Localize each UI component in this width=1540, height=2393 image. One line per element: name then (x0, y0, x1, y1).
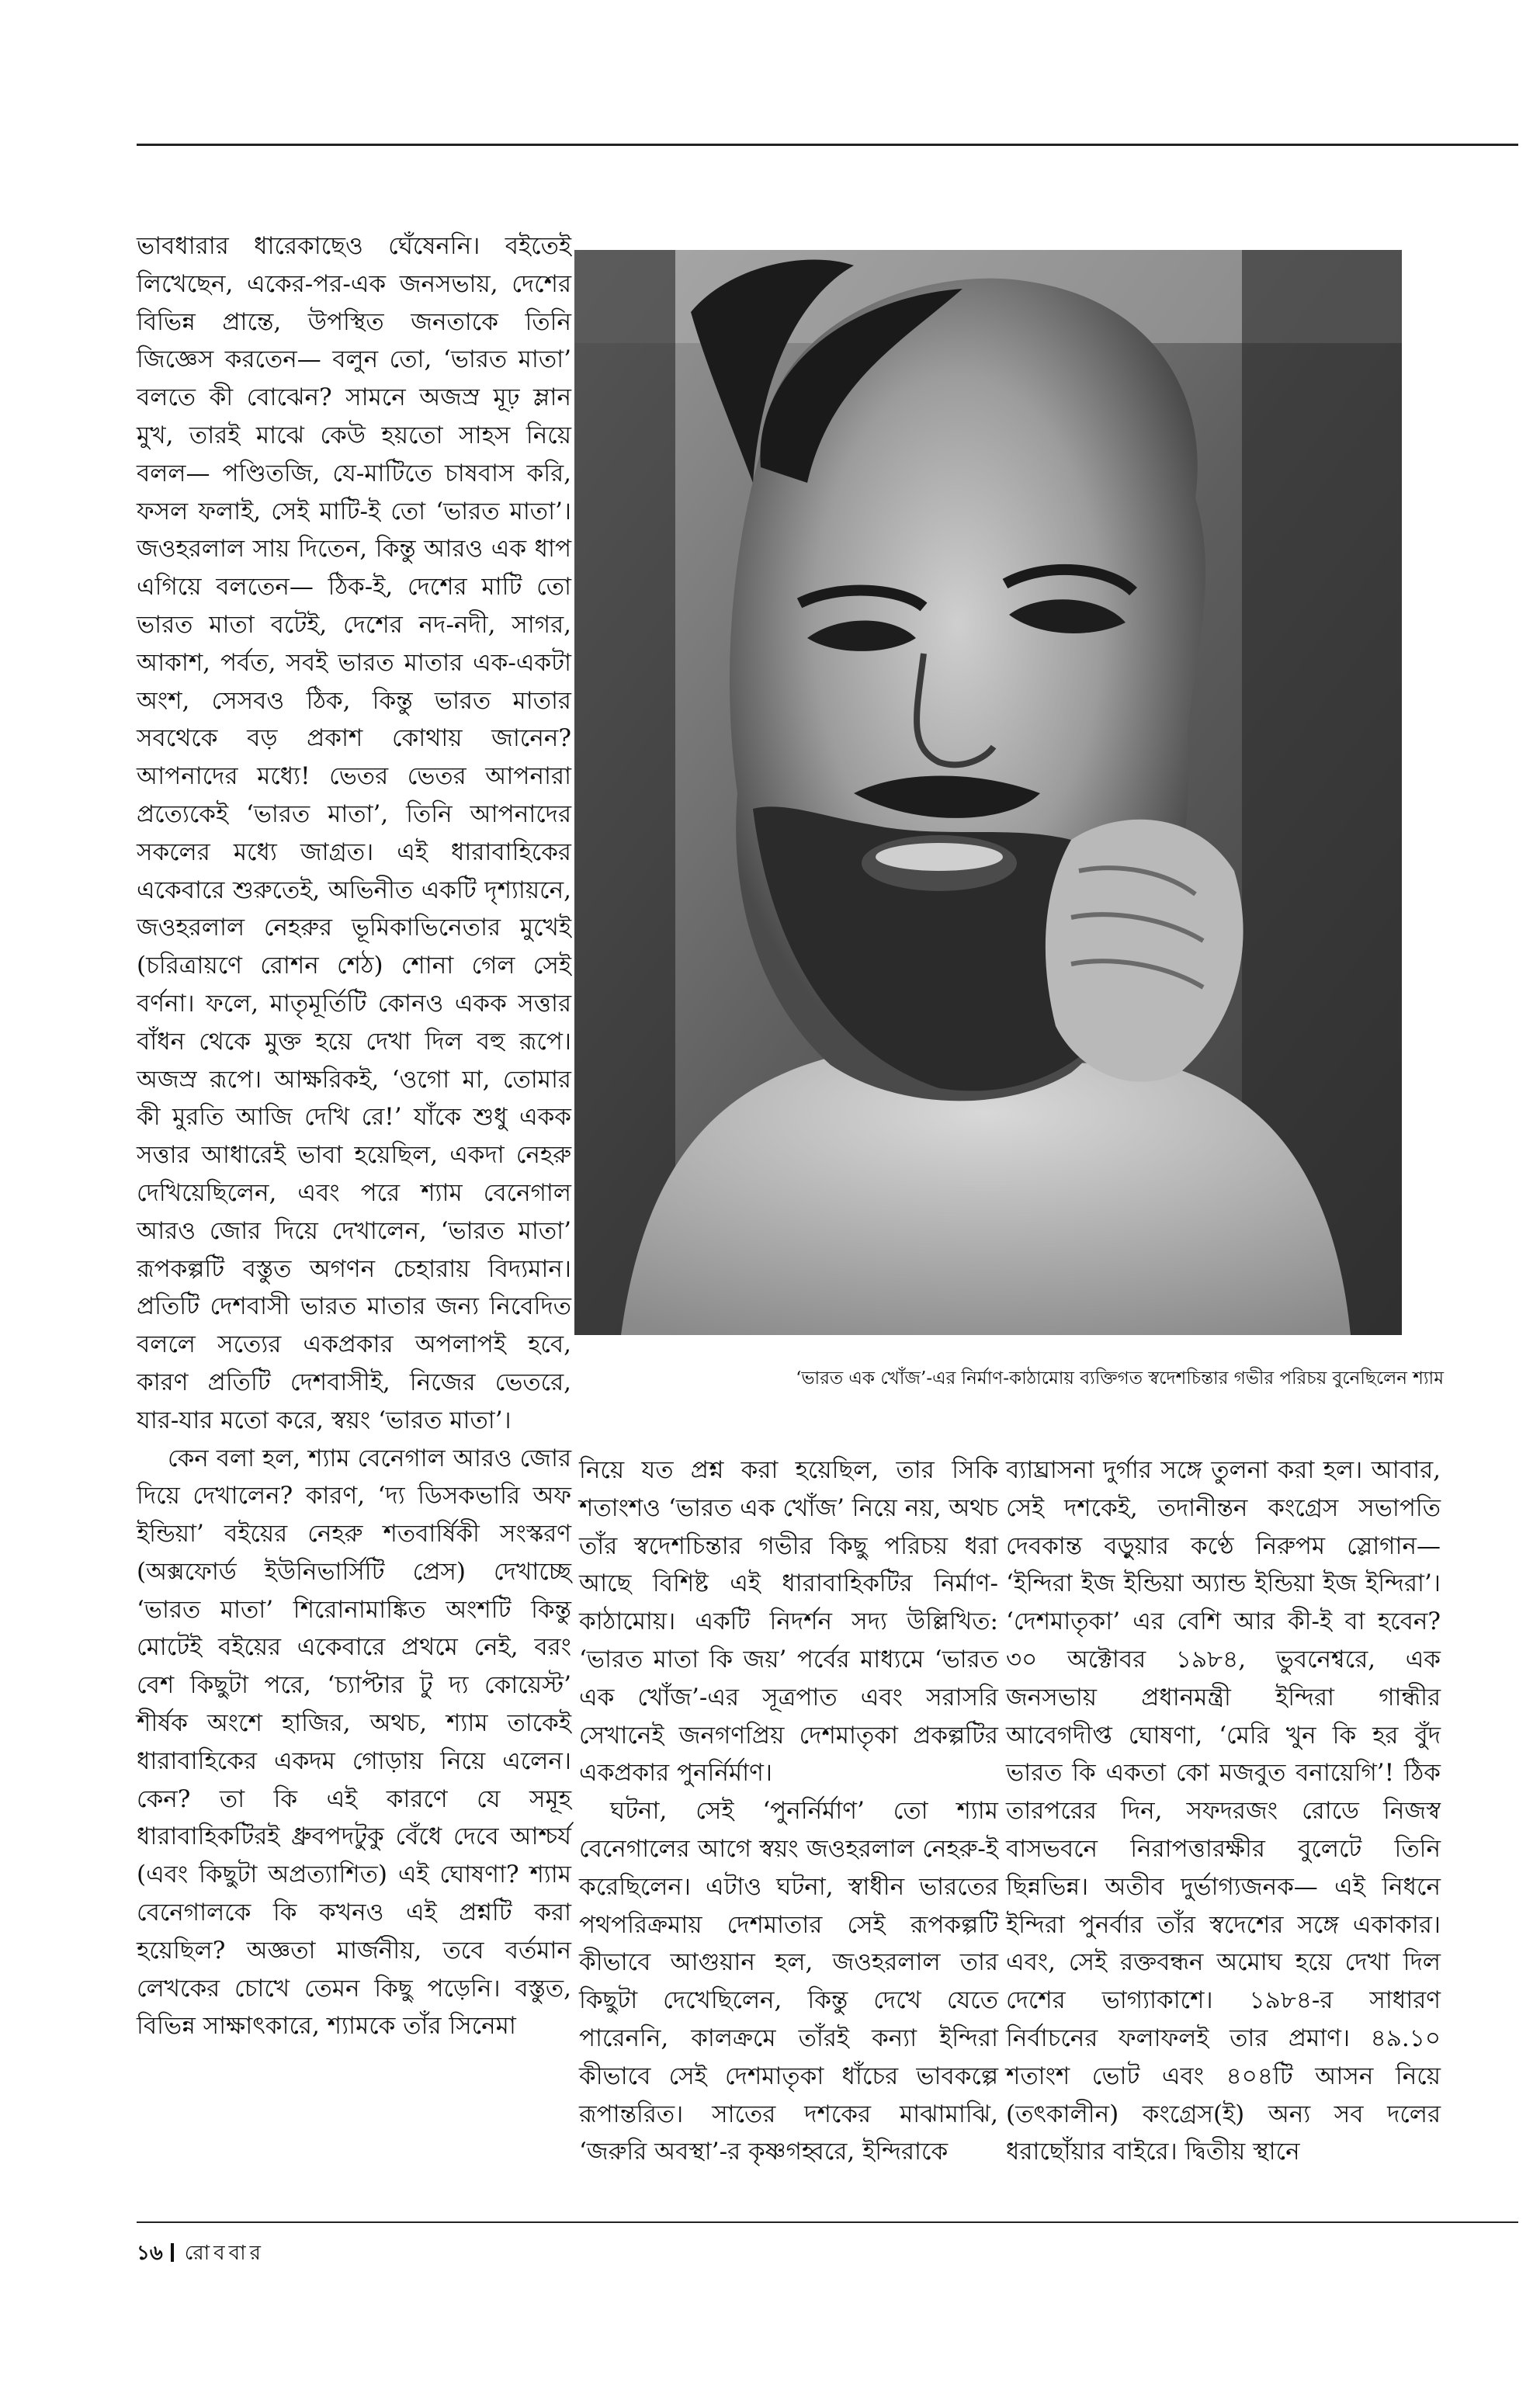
publication-name: রোববার (184, 2242, 265, 2265)
page-footer (137, 2240, 265, 2266)
article-column-left (137, 227, 571, 2045)
photo-caption: ‘ভারত এক খোঁজ’-এর নির্মাণ-কাঠামোয় ব্যক্তিগত স্বদেশচিন্তার গভীর পরিচয় বুনেছিলেন শ্যাম (796, 1368, 1444, 1389)
article-paragraph: ব্যাঘ্রাসনা দুর্গার সঙ্গে তুলনা করা হল। আবার, সেই দশকেই, তদানীন্তন কংগ্রেস সভাপতি দেবকান্ত বড়ুয়ার কণ্ঠে নিরুপম স্লোগান— ‘ইন্দিরা ইজ ইন্ডিয়া অ্যান্ড ইন্ডিয়া ইজ ইন্দিরা’। ‘দেশমাতৃকা’ এর বেশি আর কী-ই বা হবেন? ৩০ অক্টোবর ১৯৮৪, ভুবনেশ্বরে, এক জনসভায় প্রধানমন্ত্রী ইন্দিরা গান্ধীর আবেগদীপ্ত ঘোষণা, ‘মেরি খুন কি হর বুঁদ ভারত কি একতা কো মজবুত বনায়েগি’! ঠিক তারপরের দিন, সফদরজং রোডে নিজস্ব বাসভবনে নিরাপত্তারক্ষীর বুলেটে তিনি ছিন্নভিন্ন। অতীব দুর্ভাগ্যজনক— এই নিধনে ইন্দিরা পুনর্বার তাঁর স্বদেশের সঙ্গে একাকার। এবং, সেই রক্তবন্ধন অমোঘ হয়ে দেখা দিল দেশের ভাগ্যাকাশে। ১৯৮৪-র সাধারণ নির্বাচনের ফলাফলই তার প্রমাণ। ৪৯.১০ শতাংশ ভোট এবং ৪০৪টি আসন নিয়ে (তৎকালীন) কংগ্রেস(ই) অন্য সব দলের ধরাছোঁয়ার বাইরে। দ্বিতীয় স্থানে (1006, 1456, 1441, 2166)
portrait-photo (574, 250, 1402, 1335)
footer-rule (137, 2221, 1518, 2223)
article-paragraph: ঘটনা, সেই ‘পুনর্নির্মাণ’ তো শ্যাম বেনেগালের আগে স্বয়ং জওহরলাল নেহরু-ই করেছিলেন। এটাও ঘটনা, স্বাধীন ভারতের পথপরিক্রমায় দেশমাতার সেই রূপকল্পটি কীভাবে আগুয়ান হল, জওহরলাল তার কিছুটা দেখেছিলেন, কিন্তু দেখে যেতে পারেননি, কালক্রমে তাঁরই কন্যা ইন্দিরা কীভাবে সেই দেশমাতৃকা ধাঁচের ভাবকল্পে রূপান্তরিত। সাতের দশকের মাঝামাঝি, ‘জরুরি অবস্থা’-র কৃষ্ণগহ্বরে, ইন্দিরাকে (579, 1797, 998, 2166)
footer-separator (171, 2243, 174, 2262)
article-column-middle (579, 1451, 998, 2171)
article-paragraph: ভাবধারার ধারেকাছেও ঘেঁষেননি। বইতেই লিখেছেন, একের-পর-এক জনসভায়, দেশের বিভিন্ন প্রান্তে, উপস্থিত জনতাকে তিনি জিজ্ঞেস করতেন— বলুন তো, ‘ভারত মাতা’ বলতে কী বোঝেন? সামনে অজস্র মূঢ় ম্লান মুখ, তারই মাঝে কেউ হয়তো সাহস নিয়ে বলল— পণ্ডিতজি, যে-মাটিতে চাষবাস করি, ফসল ফলাই, সেই মাটি-ই তো ‘ভারত মাতা’। জওহরলাল সায় দিতেন, কিন্তু আরও এক ধাপ এগিয়ে বলতেন— ঠিক-ই, দেশের মাটি তো ভারত মাতা বটেই, দেশের নদ-নদী, সাগর, আকাশ, পর্বত, সবই ভারত মাতার এক-একটা অংশ, সেসবও ঠিক, কিন্তু ভারত মাতার সবথেকে বড় প্রকাশ কোথায় জানেন? আপনাদের মধ্যে! ভেতর ভেতর আপনারা প্রত্যেকেই ‘ভারত মাতা’, তিনি আপনাদের সকলের মধ্যে জাগ্রত। এই ধারাবাহিকের একেবারে শুরুতেই, অভিনীত একটি দৃশ্যায়নে, জওহরলাল নেহরুর ভূমিকাভিনেতার মুখেই (চরিত্রায়ণে রোশন শেঠ) শোনা গেল সেই বর্ণনা। ফলে, মাতৃমূর্তিটি কোনও একক সত্তার বাঁধন থেকে মুক্ত হয়ে দেখা দিল বহু রূপে। অজস্র রূপে। আক্ষরিকই, ‘ওগো মা, তোমার কী মুরতি আজি দেখি রে!’ যাঁকে শুধু একক সত্তার আধারেই ভাবা হয়েছিল, একদা নেহরু দেখিয়েছিলেন, এবং পরে শ্যাম বেনেগাল আরও জোর দিয়ে দেখালেন, ‘ভারত মাতা’ রূপকল্পটি বস্তুত অগণন চেহারায় বিদ্যমান। প্রতিটি দেশবাসী ভারত মাতার জন্য নিবেদিত বললে সত্যের একপ্রকার অপলাপই হবে, কারণ প্রতিটি দেশবাসীই, নিজের ভেতরে, যার-যার মতো করে, স্বয়ং ‘ভারত মাতা’। (137, 232, 571, 1434)
bearded-man-portrait-image (574, 250, 1402, 1335)
header-rule (137, 144, 1518, 146)
page-number: ১৬ (137, 2242, 163, 2265)
article-paragraph: নিয়ে যত প্রশ্ন করা হয়েছিল, তার সিকি শতাংশও ‘ভারত এক খোঁজ’ নিয়ে নয়, অথচ তাঁর স্বদেশচিন্তার গভীর কিছু পরিচয় ধরা আছে বিশিষ্ট এই ধারাবাহিকটির নির্মাণ-কাঠামোয়। একটি নিদর্শন সদ্য উল্লিখিত: ‘ভারত মাতা কি জয়’ পর্বের মাধ্যমে ‘ভারত এক খোঁজ’-এর সূত্রপাত এবং সরাসরি সেখানেই জনগণপ্রিয় দেশমাতৃকা প্রকল্পটির একপ্রকার পুনর্নির্মাণ। (579, 1456, 998, 1788)
article-column-right (1006, 1451, 1441, 2171)
article-paragraph: কেন বলা হল, শ্যাম বেনেগাল আরও জোর দিয়ে দেখালেন? কারণ, ‘দ্য ডিসকভারি অফ ইন্ডিয়া’ বইয়ের নেহরু শতবার্ষিকী সংস্করণ (অক্সফোর্ড ইউনিভার্সিটি প্রেস) দেখাচ্ছে ‘ভারত মাতা’ শিরোনামাঙ্কিত অংশটি কিন্তু মোটেই বইয়ের একেবারে প্রথমে নেই, বরং বেশ কিছুটা পরে, ‘চ্যাপ্টার টু দ্য কোয়েস্ট’ শীর্ষক অংশে হাজির, অথচ, শ্যাম তাকেই ধারাবাহিকের একদম গোড়ায় নিয়ে এলেন। কেন? তা কি এই কারণে যে সমূহ ধারাবাহিকটিরই ধ্রুবপদটুকু বেঁধে দেবে আশ্চর্য (এবং কিছুটা অপ্রত্যাশিত) এই ঘোষণা? শ্যাম বেনেগালকে কি কখনও এই প্রশ্নটি করা হয়েছিল? অজ্ঞতা মার্জনীয়, তবে বর্তমান লেখকের চোখে তেমন কিছু পড়েনি। বস্তুত, বিভিন্ন সাক্ষাৎকারে, শ্যামকে তাঁর সিনেমা (137, 1444, 571, 2041)
